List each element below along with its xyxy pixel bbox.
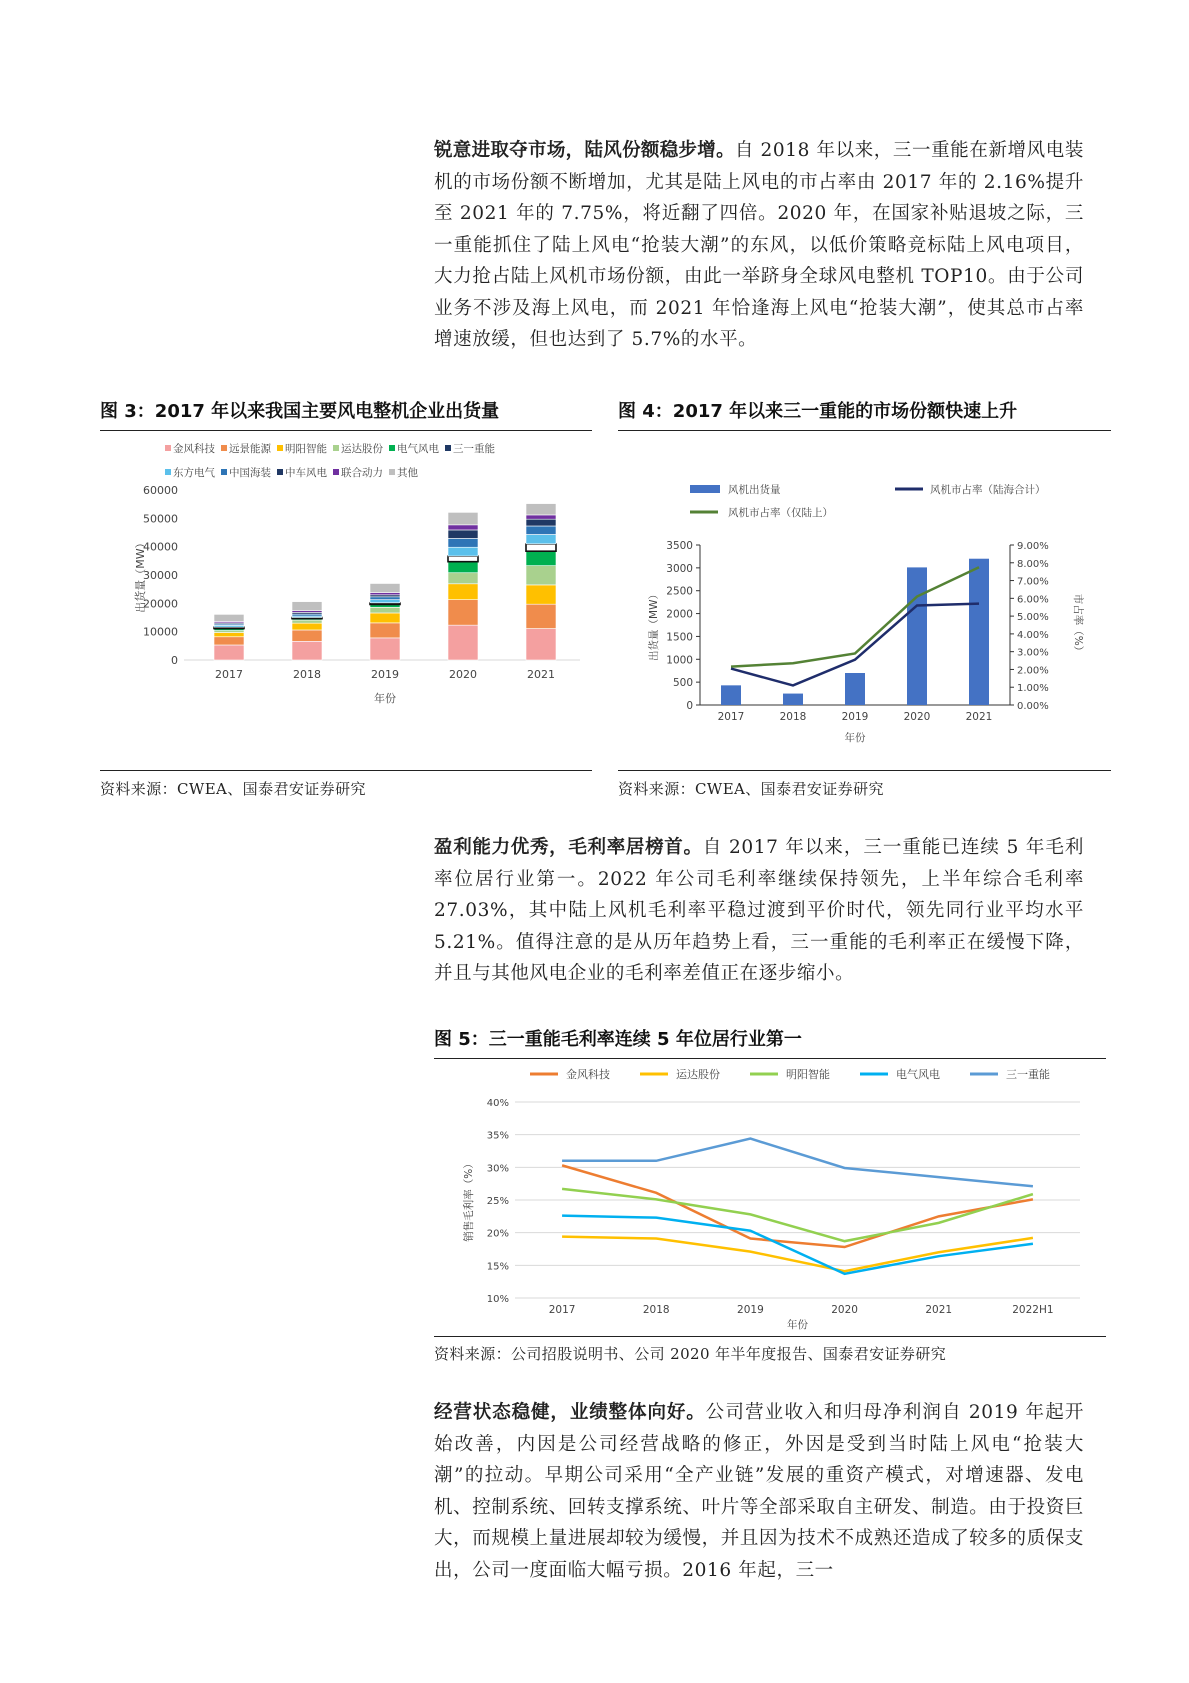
x-axis-title: 年份: [374, 692, 396, 705]
legend-label: 三一重能: [1006, 1068, 1050, 1081]
legend-label: 电气风电: [896, 1068, 940, 1081]
x-tick-label: 2022H1: [1012, 1304, 1054, 1316]
bar-segment: [214, 633, 244, 637]
series-line: [562, 1165, 1033, 1247]
bar-segment: [370, 607, 400, 613]
legend-label: 中车风电: [285, 467, 327, 479]
bar-segment: [292, 620, 322, 623]
y-axis-title: 销售毛利率（%）: [463, 1158, 475, 1242]
bar-segment: [448, 573, 478, 584]
y-axis-title: 出货量（MW）: [134, 537, 147, 613]
legend-swatch: [221, 445, 227, 451]
x-tick-label: 2019: [737, 1304, 764, 1316]
bar-segment: [292, 630, 322, 641]
bar-segment: [526, 526, 556, 535]
x-tick-label: 2021: [925, 1304, 953, 1316]
legend-label: 风机市占率（陆海合计）: [930, 484, 1046, 496]
x-axis-title: 年份: [844, 732, 866, 744]
paragraph-gross-margin: [434, 832, 1084, 990]
y-tick-label: 0: [686, 700, 693, 712]
y2-tick-label: 3.00%: [1017, 647, 1049, 659]
series-line-onshore: [731, 567, 979, 666]
x-tick-label: 2021: [527, 668, 555, 681]
bar-segment: [448, 547, 478, 556]
paragraph-market-share: [434, 135, 1084, 356]
legend-label: 三一重能: [453, 443, 495, 455]
y2-tick-label: 0.00%: [1017, 701, 1049, 712]
y-tick-label: 40000: [143, 540, 178, 554]
y-axis-title: 出货量（MW）: [648, 589, 660, 661]
series-line: [562, 1189, 1033, 1241]
legend-swatch: [389, 469, 395, 475]
x-tick-label: 2017: [717, 711, 745, 723]
legend-label: 明阳智能: [285, 443, 327, 455]
bar: [969, 559, 989, 705]
y2-tick-label: 4.00%: [1017, 629, 1049, 641]
y-tick-label: 15%: [486, 1261, 509, 1273]
bar-segment: [370, 613, 400, 623]
bar: [783, 694, 803, 705]
y-tick-label: 1500: [666, 631, 693, 644]
y-tick-label: 20000: [143, 597, 178, 611]
y-tick-label: 2000: [666, 608, 693, 621]
y-tick-label: 1000: [666, 654, 693, 667]
paragraph-heading: 经营状态稳健，业绩整体向好。: [434, 1402, 706, 1423]
y-tick-label: 20%: [486, 1228, 509, 1240]
paragraph-body: 自 2018 年以来，三一重能在新增风电装机的市场份额不断增加，尤其是陆上风电的市占率由 2017 年的 2.16%提升至 2021 年的 7.75%，将近翻了四倍。2020 年，在国家补贴退坡之际，三一重能抓住了陆上风电“抢装大潮”的东风，以低价策略竞标陆上风电项目，大力抢占陆上风机市场份额，由此一举跻身全球风电整机 TOP10。由于公司业务不涉及海上风电，而 2021 年恰逢海上风电“抢装大潮”，使其总市占率增速放缓，但也达到了 5.7%的水平。: [434, 140, 1084, 350]
y-tick-label: 30%: [486, 1163, 509, 1175]
bar-segment: [370, 593, 400, 595]
y-tick-label: 10000: [143, 625, 178, 639]
bar-segment: [526, 515, 556, 519]
legend-swatch: [165, 445, 171, 451]
y2-tick-label: 5.00%: [1017, 612, 1049, 624]
y-tick-label: 50000: [143, 512, 178, 526]
figure-3-bottom-rule: [100, 770, 592, 771]
bar-segment: [526, 544, 556, 551]
bar-segment: [526, 534, 556, 543]
y2-tick-label: 2.00%: [1017, 665, 1049, 677]
bar-segment: [214, 637, 244, 645]
x-tick-label: 2017: [548, 1304, 576, 1316]
paragraph-body: 公司营业收入和归母净利润自 2019 年起开始改善，内因是公司经营战略的修正，外因是受到当时陆上风电“抢装大潮”的拉动。早期公司采用“全产业链”发展的重资产模式，对增速器、发电机、控制系统、回转支撑系统、叶片等全部采取自主研发、制造。由于投资巨大，而规模上量进展却较为缓慢，并且因为技术不成熟还造成了较多的质保支出，公司一度面临大幅亏损。2016 年起，三一: [434, 1402, 1084, 1581]
y2-tick-label: 6.00%: [1017, 594, 1049, 606]
x-tick-label: 2020: [903, 711, 931, 723]
x-tick-label: 2021: [965, 711, 993, 723]
y2-tick-label: 7.00%: [1017, 576, 1049, 588]
series-line: [562, 1139, 1033, 1187]
y-tick-label: 35%: [486, 1130, 509, 1142]
y-tick-label: 60000: [143, 484, 178, 497]
y-tick-label: 25%: [486, 1196, 509, 1207]
paragraph-body: 自 2017 年以来，三一重能已连续 5 年毛利率位居行业第一。2022 年公司毛利率继续保持领先，上半年综合毛利率 27.03%，其中陆上风机毛利率平稳过渡到平价时代，领先同行业平均水平 5.21%。值得注意的是从历年趋势上看，三一重能的毛利率正在缓慢下降，并且与其他风电企业的毛利率差值正在逐步缩小。: [434, 837, 1085, 984]
paragraph-heading: 盈利能力优秀，毛利率居榜首。: [434, 837, 703, 858]
x-tick-label: 2020: [831, 1304, 858, 1316]
legend-label: 运达股份: [341, 443, 383, 455]
bar-segment: [526, 604, 556, 628]
x-tick-label: 2017: [215, 668, 243, 681]
legend-swatch: [333, 469, 339, 475]
legend-label: 运达股份: [676, 1068, 720, 1081]
legend-swatch: [445, 445, 451, 451]
bar-segment: [292, 641, 322, 660]
bar-segment: [214, 614, 244, 621]
bar-segment: [370, 597, 400, 600]
x-axis-title: 年份: [787, 1319, 808, 1331]
bar-segment: [526, 629, 556, 660]
figure-4-title: 图 4：2017 年以来三一重能的市场份额快速上升: [618, 401, 1018, 422]
bar-segment: [292, 623, 322, 630]
legend-swatch: [333, 445, 339, 451]
legend-label: 东方电气: [173, 467, 215, 479]
legend-swatch: [221, 469, 227, 475]
bar: [721, 685, 741, 705]
y-tick-label: 3500: [666, 540, 693, 552]
y-tick-label: 3000: [666, 562, 693, 575]
legend-swatch: [165, 469, 171, 475]
figure-3-source: 资料来源：CWEA、国泰君安证券研究: [100, 780, 366, 798]
figure-5-chart: [460, 1062, 1100, 1334]
bar-segment: [448, 562, 478, 573]
bar: [845, 673, 865, 705]
bar-segment: [448, 600, 478, 626]
bar: [907, 567, 927, 705]
bar-segment: [448, 525, 478, 530]
y-tick-label: 30000: [143, 569, 178, 582]
figure-4-bottom-rule: [618, 770, 1111, 771]
figure-5-top-rule: [434, 1058, 1106, 1059]
bar-segment: [292, 602, 322, 611]
y-tick-label: 10%: [486, 1294, 509, 1305]
y-tick-label: 2500: [666, 585, 693, 598]
legend-label: 其他: [397, 467, 418, 479]
paragraph-operations: [434, 1397, 1084, 1586]
legend-label: 风机出货量: [728, 484, 781, 496]
figure-3-chart: [134, 443, 590, 760]
bar-segment: [526, 566, 556, 585]
bar-segment: [526, 504, 556, 515]
legend-label: 联合动力: [341, 467, 383, 479]
x-tick-label: 2018: [642, 1304, 670, 1316]
figure-5-source: 资料来源：公司招股说明书、公司 2020 年半年度报告、国泰君安证券研究: [434, 1345, 947, 1363]
bar-segment: [214, 645, 244, 660]
figure-4-top-rule: [618, 430, 1111, 431]
legend-swatch: [277, 469, 283, 475]
bar-segment: [526, 519, 556, 526]
bar-segment: [448, 625, 478, 660]
y2-tick-label: 9.00%: [1017, 541, 1049, 552]
x-tick-label: 2019: [371, 668, 399, 681]
bar-segment: [448, 538, 478, 547]
figure-4-chart: [640, 465, 1110, 755]
legend-label: 电气风电: [397, 443, 439, 455]
bar-segment: [526, 585, 556, 604]
bar-segment: [448, 584, 478, 600]
paragraph-heading: 锐意进取夺市场，陆风份额稳步增。: [434, 140, 735, 161]
bar-segment: [370, 638, 400, 660]
legend-swatch: [690, 485, 720, 493]
bar-segment: [448, 530, 478, 539]
figure-3-title: 图 3：2017 年以来我国主要风电整机企业出货量: [100, 401, 500, 422]
bar-segment: [448, 512, 478, 524]
legend-label: 金风科技: [173, 443, 215, 455]
bar-segment: [448, 556, 478, 562]
legend-label: 中国海装: [229, 467, 271, 479]
figure-4-source: 资料来源：CWEA、国泰君安证券研究: [618, 780, 884, 798]
bar-segment: [370, 600, 400, 603]
x-tick-label: 2020: [449, 668, 477, 681]
figure-5-bottom-rule: [434, 1336, 1106, 1337]
y2-tick-label: 1.00%: [1017, 683, 1049, 695]
legend-label: 金风科技: [566, 1068, 610, 1081]
legend-label: 风机市占率（仅陆上）: [728, 507, 833, 519]
y-tick-label: 40%: [486, 1098, 509, 1109]
figure-3-top-rule: [100, 430, 592, 431]
y-tick-label: 500: [672, 677, 693, 690]
legend-swatch: [389, 445, 395, 451]
x-tick-label: 2019: [841, 711, 869, 723]
bar-segment: [370, 623, 400, 638]
x-tick-label: 2018: [779, 711, 807, 723]
legend-label: 明阳智能: [786, 1068, 830, 1081]
y-tick-label: 0: [171, 654, 178, 667]
bar-segment: [526, 551, 556, 565]
y2-tick-label: 8.00%: [1017, 558, 1049, 570]
figure-5-title: 图 5：三一重能毛利率连续 5 年位居行业第一: [434, 1029, 802, 1050]
x-tick-label: 2018: [293, 668, 321, 681]
bar-segment: [370, 584, 400, 593]
legend-label: 远景能源: [229, 443, 271, 455]
legend-swatch: [277, 445, 283, 451]
y2-axis-title: 市占率（%）: [1072, 593, 1084, 657]
